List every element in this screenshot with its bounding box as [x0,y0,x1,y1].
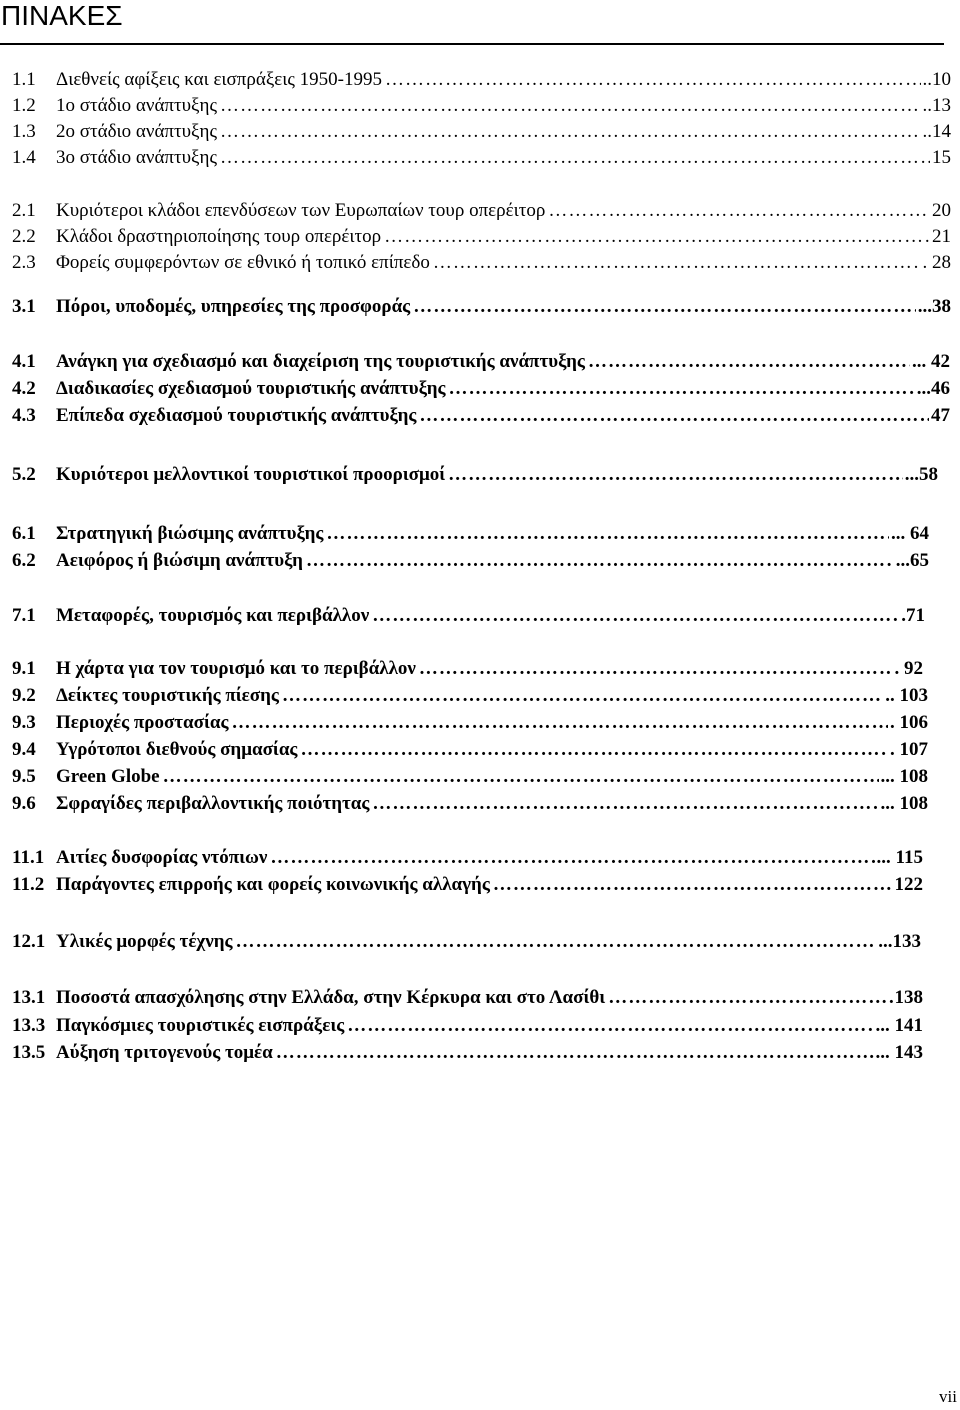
toc-leader-dots [449,376,915,402]
toc-entry-title: Κυριότεροι μελλοντικοί τουριστικοί προορισμοί [56,464,446,485]
toc-entry-page: . 106 [890,712,928,733]
toc-entry-number: 6.1 [12,523,36,544]
toc-entry-page: 122 [894,874,923,895]
toc-entry-9-4[interactable] [12,737,928,763]
toc-leader-dots [433,250,921,276]
toc-entry-title: Παγκόσμιες τουριστικές εισπράξεις [56,1015,345,1036]
toc-entry-page: ... 115 [876,847,923,868]
toc-leader-dots [548,198,930,224]
toc-entry-number: 6.2 [12,550,36,571]
toc-entry-page: 15 [932,147,951,168]
toc-entry-page: ...65 [895,550,929,571]
toc-entry-title: Στρατηγική βιώσιμης ανάπτυξης [56,523,324,544]
toc-entry-title: Σφραγίδες περιβαλλοντικής ποιότητας [56,793,370,814]
toc-entry-9-3[interactable] [12,710,928,736]
toc-leader-dots [608,985,892,1011]
toc-entry-title: Παράγοντες επιρροής και φορείς κοινωνικής αλλαγής [56,874,490,895]
toc-entry-page: 20 [932,200,951,221]
toc-entry-2-2[interactable] [12,224,951,250]
toc-leader-dots [588,349,910,375]
toc-entry-page: ... 42 [912,351,950,372]
toc-entry-title: Αειφόρος ή βιώσιμη ανάπτυξη [56,550,303,571]
toc-entry-title: Ανάγκη για σχεδιασμό και διαχείριση της τουριστικής ανάπτυξης [56,351,585,372]
toc-leader-dots [276,1040,874,1066]
toc-entry-number: 9.1 [12,658,36,679]
toc-leader-dots [220,119,921,145]
toc-leader-dots [372,791,878,817]
toc-leader-dots [232,710,888,736]
toc-leader-dots [493,872,893,898]
toc-entry-number: 9.4 [12,739,36,760]
toc-entry-number: 4.3 [12,405,36,426]
toc-entry-6-2[interactable] [12,548,929,574]
toc-entry-title: Κλάδοι δραστηριοποίησης τουρ οπερέιτορ [56,226,382,247]
toc-leader-dots [448,462,903,488]
toc-leader-dots [220,93,921,119]
toc-entry-page: ... 141 [875,1015,923,1036]
toc-entry-page: .. 103 [885,685,928,706]
toc-entry-4-2[interactable] [12,376,950,402]
toc-entry-13-5[interactable] [12,1040,923,1066]
toc-entry-title: Δείκτες τουριστικής πίεσης [56,685,279,706]
toc-entry-9-1[interactable] [12,656,923,682]
toc-entry-title: Ποσοστά απασχόλησης στην Ελλάδα, στην Κέρκυρα και στο Λασίθι [56,987,606,1008]
toc-entry-number: 1.4 [12,147,36,168]
toc-entry-title: Αιτίες δυσφορίας ντόπιων [56,847,268,868]
toc-entry-number: 1.2 [12,95,36,116]
toc-entry-page: ...58 [904,464,938,485]
toc-entry-number: 9.2 [12,685,36,706]
toc-entry-1-1[interactable] [12,67,951,93]
toc-entry-number: 5.2 [12,464,36,485]
toc-entry-page: 138 [894,987,923,1008]
toc-entry-page: .71 [901,605,925,626]
toc-entry-page: ...38 [917,296,951,317]
toc-entry-5-2[interactable] [12,462,938,488]
toc-entry-title: Επίπεδα σχεδιασμού τουριστικής ανάπτυξης [56,405,417,426]
toc-leader-dots [236,929,877,955]
toc-entry-3-1[interactable] [12,294,951,320]
toc-leader-dots [326,521,889,547]
toc-leader-dots [347,1013,873,1039]
toc-entry-title: Η χάρτα για τον τουρισμό και το περιβάλλον [56,658,416,679]
toc-entry-4-3[interactable] [12,403,950,429]
toc-entry-1-4[interactable] [12,145,951,171]
toc-entry-2-3[interactable] [12,250,951,276]
toc-entry-page: . 92 [894,658,923,679]
toc-entry-title: Υγρότοποι διεθνούς σημασίας [56,739,298,760]
toc-entry-title: 2ο στάδιο ανάπτυξης [56,121,217,142]
toc-entry-title: Υλικές μορφές τέχνης [56,931,233,952]
toc-entry-number: 7.1 [12,605,36,626]
toc-entry-page: 21 [932,226,951,247]
toc-entry-number: 3.1 [12,296,36,317]
toc-entry-9-6[interactable] [12,791,928,817]
toc-entry-title: Μεταφορές, τουρισμός και περιβάλλον [56,605,370,626]
toc-entry-title: Κυριότεροι κλάδοι επενδύσεων των Ευρωπαίων τουρ οπερέιτορ [56,200,546,221]
toc-leader-dots [306,548,894,574]
toc-entry-number: 1.3 [12,121,36,142]
toc-entry-number: 9.6 [12,793,36,814]
toc-entry-page: . 107 [890,739,928,760]
toc-entry-6-1[interactable] [12,521,929,547]
toc-entry-title: Green Globe [56,766,160,787]
toc-entry-number: 13.3 [12,1015,46,1036]
toc-entry-title: Διαδικασίες σχεδιασμού τουριστικής ανάπτυξης [56,378,446,399]
toc-entry-1-3[interactable] [12,119,951,145]
toc-entry-title: 3ο στάδιο ανάπτυξης [56,147,217,168]
toc-entry-4-1[interactable] [12,349,950,375]
toc-entry-page: ... 64 [891,523,929,544]
toc-entry-number: 2.1 [12,200,36,221]
toc-entry-page: ... 143 [875,1042,923,1063]
toc-entry-title: Περιοχές προστασίας [56,712,229,733]
toc-leader-dots [163,764,879,790]
toc-entry-page: ...46 [916,378,950,399]
page-number: vii [939,1387,957,1406]
toc-entry-number: 11.2 [12,874,45,895]
toc-entry-page: 47 [931,405,950,426]
toc-leader-dots [372,603,899,629]
toc-entry-1-2[interactable] [12,93,951,119]
toc-entry-title: Πόροι, υποδομές, υπηρεσίες της προσφοράς [56,296,411,317]
toc-entry-page: ..13 [922,95,951,116]
toc-entry-number: 13.1 [12,987,46,1008]
toc-entry-number: 11.1 [12,847,45,868]
toc-entry-12-1[interactable] [12,929,921,955]
toc-leader-dots [384,224,930,250]
toc-entry-number: 9.3 [12,712,36,733]
toc-entry-7-1[interactable] [12,603,925,629]
page-title: ΠΙΝΑΚΕΣ [1,0,123,31]
toc-entry-title: 1ο στάδιο ανάπτυξης [56,95,217,116]
toc-entry-13-3[interactable] [12,1013,923,1039]
toc-entry-page: . 28 [922,252,951,273]
toc-entry-9-2[interactable] [12,683,928,709]
toc-leader-dots [419,403,929,429]
toc-leader-dots [270,845,874,871]
toc-entry-number: 4.2 [12,378,36,399]
toc-leader-dots [300,737,888,763]
toc-entry-number: 4.1 [12,351,36,372]
toc-entry-title: Αύξηση τριτογενούς τομέα [56,1042,273,1063]
toc-leader-dots [282,683,883,709]
toc-entry-page: ... 108 [880,793,928,814]
toc-entry-page: ... 108 [880,766,928,787]
toc-entry-page: ..10 [922,69,951,90]
toc-entry-number: 2.2 [12,226,36,247]
toc-leader-dots [385,67,921,93]
toc-entry-number: 12.1 [12,931,46,952]
toc-leader-dots [220,145,930,171]
toc-entry-page: ..14 [922,121,951,142]
toc-entry-number: 9.5 [12,766,36,787]
toc-entry-page: ...133 [878,931,921,952]
toc-leader-dots [413,294,916,320]
toc-entry-13-1[interactable] [12,985,923,1011]
toc-entry-9-5[interactable] [12,764,928,790]
toc-entry-number: 13.5 [12,1042,46,1063]
toc-entry-number: 2.3 [12,252,36,273]
toc-entry-2-1[interactable] [12,198,951,224]
toc-entry-number: 1.1 [12,69,36,90]
toc-entry-title: Φορείς συμφερόντων σε εθνικό ή τοπικό επίπεδο [56,252,430,273]
toc-leader-dots [419,656,893,682]
toc-entry-11-1[interactable] [12,845,923,871]
toc-entry-title: Διεθνείς αφίξεις και εισπράξεις 1950-1995 [56,69,382,90]
toc-entry-11-2[interactable] [12,872,923,898]
